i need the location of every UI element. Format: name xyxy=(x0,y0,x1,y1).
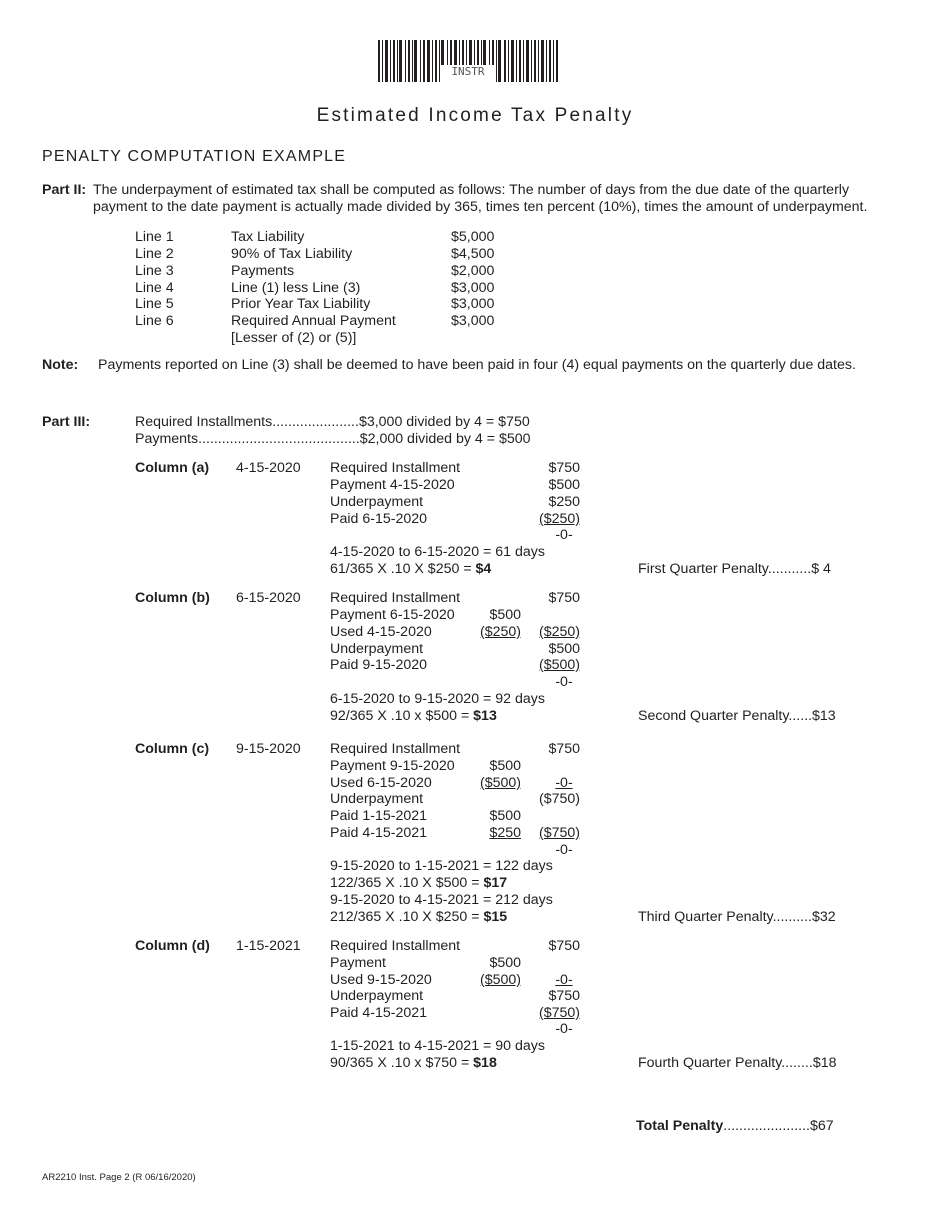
calc-result: $18 xyxy=(473,1055,497,1071)
penalty-value: $ 4 xyxy=(811,561,831,577)
part2-text: The underpayment of estimated tax shall be computed as follows: The number of days from the due date of the quarterly payment to the date payment is actually made divided by 365, times ten percent (10%), times the amount of underpayment. xyxy=(93,182,868,215)
column-date: 6-15-2020 xyxy=(236,590,301,606)
row-desc: Used 9-15-2020 xyxy=(330,972,432,988)
calc-formula xyxy=(330,1055,497,1072)
penalty-value: $32 xyxy=(812,909,836,925)
row-amount: ($250) xyxy=(538,511,580,527)
column-label: Column (c) xyxy=(135,741,210,757)
payments-label: Payments xyxy=(135,431,199,447)
column-label: Column (d) xyxy=(135,938,210,954)
calc-formula-text: 61/365 X .10 X $250 = xyxy=(330,561,476,577)
calc-formula xyxy=(330,708,497,725)
row-amount: -0- xyxy=(555,1021,573,1037)
calc-formula-text: 122/365 X .10 X $500 = xyxy=(330,875,484,891)
row-amount: $500 xyxy=(548,641,580,657)
penalty-value: $13 xyxy=(812,708,836,724)
row-desc: Required Installment xyxy=(330,741,461,757)
calc-days: 9-15-2020 to 1-15-2021 = 122 days xyxy=(330,858,553,874)
penalty-label: Second Quarter Penalty xyxy=(638,708,789,724)
row-desc: Used 6-15-2020 xyxy=(330,775,432,791)
form-footer: AR2210 Inst. Page 2 (R 06/16/2020) xyxy=(42,1172,196,1183)
leader-dots: ......................................... xyxy=(198,431,360,447)
column-label: Column (b) xyxy=(135,590,210,606)
row-desc: Underpayment xyxy=(330,494,424,510)
calc-result: $4 xyxy=(475,561,492,577)
line-label: Line 5 xyxy=(135,296,174,312)
line-desc: Line (1) less Line (3) xyxy=(231,280,361,296)
row-desc: Paid 9-15-2020 xyxy=(330,657,428,673)
penalty-label: Fourth Quarter Penalty xyxy=(638,1055,782,1071)
line-desc: Prior Year Tax Liability xyxy=(231,296,371,312)
row-amount: ($750) xyxy=(538,1005,580,1021)
calc-formula-text: 90/365 X .10 x $750 = xyxy=(330,1055,474,1071)
calc-result: $13 xyxy=(473,708,497,724)
row-amount: -0- xyxy=(555,972,573,988)
line-label: Line 1 xyxy=(135,229,174,245)
row-desc: Paid 4-15-2021 xyxy=(330,1005,428,1021)
calc-days: 6-15-2020 to 9-15-2020 = 92 days xyxy=(330,691,545,707)
row-desc: Required Installment xyxy=(330,590,461,606)
row-amount: $750 xyxy=(548,988,580,1004)
row-mid-amount: $500 xyxy=(489,808,521,824)
line-desc: 90% of Tax Liability xyxy=(231,246,353,262)
row-amount: $750 xyxy=(548,938,580,954)
part2-label: Part II: xyxy=(42,182,87,198)
row-desc: Payment 9-15-2020 xyxy=(330,758,455,774)
line-label: Line 4 xyxy=(135,280,174,296)
calc-formula-text: 92/365 X .10 x $500 = xyxy=(330,708,474,724)
line-amount: $5,000 xyxy=(451,229,495,245)
row-amount: ($750) xyxy=(538,825,580,841)
row-desc: Paid 1-15-2021 xyxy=(330,808,428,824)
row-amount: $250 xyxy=(548,494,580,510)
quarter-penalty xyxy=(638,909,836,926)
row-mid-amount: ($250) xyxy=(479,624,521,640)
row-amount: -0- xyxy=(555,674,573,690)
section-heading: PENALTY COMPUTATION EXAMPLE xyxy=(42,148,347,165)
row-mid-amount: ($500) xyxy=(479,775,521,791)
line-label: Line 3 xyxy=(135,263,174,279)
row-desc: Underpayment xyxy=(330,641,424,657)
page-title: Estimated Income Tax Penalty xyxy=(316,105,634,126)
row-desc: Payment 6-15-2020 xyxy=(330,607,455,623)
calc-result: $15 xyxy=(483,909,508,925)
required-installments-value: $3,000 divided by 4 = $750 xyxy=(358,414,530,430)
row-amount: -0- xyxy=(555,842,573,858)
row-desc: Used 4-15-2020 xyxy=(330,624,432,640)
line-desc: Payments xyxy=(231,263,295,279)
quarter-penalty xyxy=(638,561,831,578)
barcode-label: INSTR xyxy=(451,65,485,78)
row-desc: Required Installment xyxy=(330,460,461,476)
penalty-label: Third Quarter Penalty xyxy=(638,909,773,925)
note-text: Payments reported on Line (3) shall be deemed to have been paid in four (4) equal payments on the quarterly due dates. xyxy=(98,357,856,373)
payments-line xyxy=(135,431,531,448)
calc-days: 4-15-2020 to 6-15-2020 = 61 days xyxy=(330,544,545,560)
line-desc-extra: [Lesser of (2) or (5)] xyxy=(231,330,357,346)
required-installments-label: Required Installments xyxy=(135,414,273,430)
calc-formula xyxy=(330,561,491,578)
leader-dots: ...... xyxy=(788,708,813,724)
quarter-penalty xyxy=(638,1055,836,1072)
row-mid-amount: $500 xyxy=(489,758,521,774)
row-amount: $750 xyxy=(548,460,580,476)
line-desc: Tax Liability xyxy=(231,229,305,245)
row-desc: Underpayment xyxy=(330,791,424,807)
row-amount: -0- xyxy=(555,775,573,791)
penalty-value: $18 xyxy=(812,1055,837,1071)
required-installments-line xyxy=(135,414,530,431)
leader-dots: .......... xyxy=(772,909,812,925)
leader-dots: ........... xyxy=(767,561,812,577)
line-label: Line 6 xyxy=(135,313,174,329)
line-amount: $3,000 xyxy=(451,280,495,296)
line-desc: Required Annual Payment xyxy=(231,313,396,329)
row-desc: Paid 4-15-2021 xyxy=(330,825,428,841)
leader-dots: ...................... xyxy=(723,1118,810,1134)
line-amount: $3,000 xyxy=(451,313,495,329)
line-amount: $2,000 xyxy=(451,263,495,279)
row-amount: ($250) xyxy=(538,624,580,640)
column-date: 4-15-2020 xyxy=(236,460,301,476)
part3-label: Part III: xyxy=(42,414,91,430)
calc-formula xyxy=(330,875,507,892)
row-desc: Payment xyxy=(330,955,386,971)
row-desc: Underpayment xyxy=(330,988,424,1004)
row-desc: Paid 6-15-2020 xyxy=(330,511,428,527)
row-amount: -0- xyxy=(555,527,573,543)
row-amount: $750 xyxy=(548,741,580,757)
row-mid-amount: $500 xyxy=(489,607,521,623)
column-date: 9-15-2020 xyxy=(236,741,301,757)
row-desc: Payment 4-15-2020 xyxy=(330,477,455,493)
total-penalty xyxy=(636,1118,834,1135)
payments-value: $2,000 divided by 4 = $500 xyxy=(359,431,531,447)
row-amount: ($750) xyxy=(538,791,580,807)
row-desc: Required Installment xyxy=(330,938,461,954)
column-date: 1-15-2021 xyxy=(236,938,301,954)
line-label: Line 2 xyxy=(135,246,174,262)
line-amount: $3,000 xyxy=(451,296,495,312)
calc-days: 9-15-2020 to 4-15-2021 = 212 days xyxy=(330,892,553,908)
calc-days: 1-15-2021 to 4-15-2021 = 90 days xyxy=(330,1038,545,1054)
column-label: Column (a) xyxy=(135,460,210,476)
calc-formula xyxy=(330,909,507,926)
leader-dots: ...................... xyxy=(272,414,359,430)
calc-formula-text: 212/365 X .10 X $250 = xyxy=(330,909,484,925)
penalty-label: First Quarter Penalty xyxy=(638,561,768,577)
row-mid-amount: ($500) xyxy=(479,972,521,988)
leader-dots: ........ xyxy=(781,1055,813,1071)
total-penalty-value: $67 xyxy=(809,1118,834,1134)
total-penalty-label: Total Penalty xyxy=(636,1118,724,1134)
row-amount: ($500) xyxy=(538,657,580,673)
row-mid-amount: $250 xyxy=(489,825,521,841)
quarter-penalty xyxy=(638,708,836,725)
line-amount: $4,500 xyxy=(451,246,495,262)
calc-result: $17 xyxy=(483,875,508,891)
row-mid-amount: $500 xyxy=(489,955,521,971)
note-label: Note: xyxy=(42,357,79,373)
row-amount: $500 xyxy=(548,477,580,493)
row-amount: $750 xyxy=(548,590,580,606)
